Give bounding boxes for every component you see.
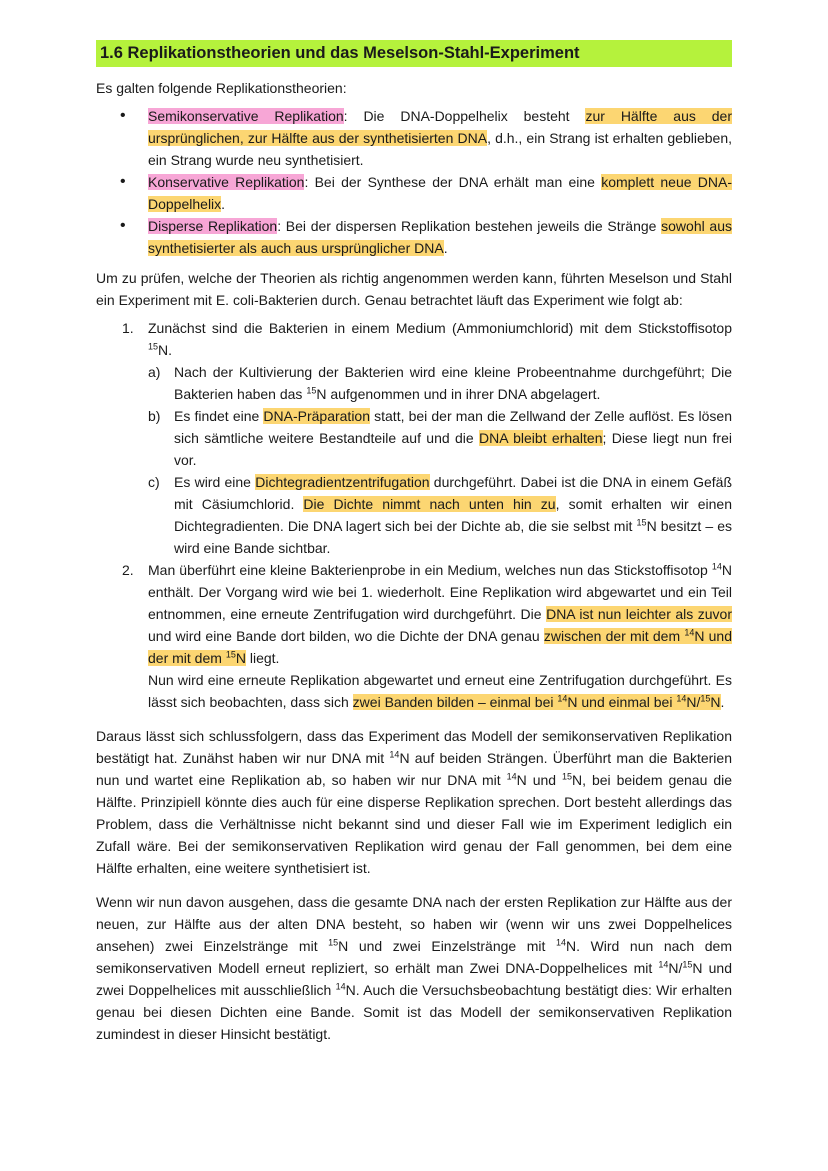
experiment-intro: Um zu prüfen, welche der Theorien als richtig angenommen werden kann, führten Meselson und Stahl ein Experiment mit E. coli-Bakterien durch. Genau betrachtet läuft das Experiment wie folgt ab: — [96, 270, 732, 308]
highlight: komplett neue DNA-Doppelhelix — [148, 174, 732, 212]
highlight: DNA-Präparation — [263, 408, 371, 424]
substep-c: c) Es wird eine Dichtegradientzentrifugation durchgeführt. Dabei ist die DNA in einem Gefäß mit Cäsiumchlorid. Die Dichte nimmt nach unten hin zu, somit erhalten wir einen Dichtegradienten. Die DNA lagert sich bei der Dichte ab, die sie selbst mit $^{15}$N besitzt – es wird eine Bande sichtbar. — [148, 474, 732, 556]
step-number: 2. — [122, 562, 134, 578]
step-1: 1. Zunächst sind die Bakterien in einem Medium (Ammoniumchlorid) mit dem Stickstoffisotop $^{15}$N. a) Nach der Kultivierung der Bakterien wird eine kleine Probeentnahme durchgeführt; Die Bakterien haben das $^{15}$N aufgenommen und in ihrer DNA abgelagert. b) Es findet eine DNA-Präparation statt, bei der man die Zellwand der Zelle auflöst. Es lösen sich sämtliche weitere Bestandteile auf und die DNA bleibt erhalten; Diese liegt nun frei vor. c) Es wird eine Dichtegradientzentrifugation durchgeführt. Dabei ist die DNA in einem Gefäß mit Cäsiumchlorid. Die Dichte nimmt nach unten hin zu, somit erhalten wir einen Dichtegradienten. Die DNA lagert sich bei der Dichte ab, die sie selbst mit $^{15}$N besitzt – es wird eine Bande sichtbar. — [148, 317, 732, 559]
highlight: zur Hälfte aus der ursprünglichen, zur Hälfte aus der synthetisierten DNA — [148, 108, 732, 146]
theory-dispers: • Disperse Replikation: Bei der dispersen Replikation bestehen jeweils die Stränge sowohl aus synthetisierter als auch aus ursprünglicher DNA. — [148, 215, 732, 259]
theory-semikonservativ: • Semikonservative Replikation: Die DNA-Doppelhelix besteht zur Hälfte aus der ursprünglichen, zur Hälfte aus der synthetisierten DNA, d.h., ein Strang ist erhalten geblieben, ein Strang wurde neu synthetisiert. — [148, 105, 732, 171]
document-page — [96, 40, 732, 1045]
substep-a: a) Nach der Kultivierung der Bakterien wird eine kleine Probeentnahme durchgeführt; Die Bakterien haben das $^{15}$N aufgenommen und in ihrer DNA abgelagert. — [148, 364, 732, 402]
intro-text: Es galten folgende Replikationstheorien: — [96, 80, 347, 96]
step-1-substeps — [148, 361, 732, 559]
highlight: sowohl aus synthetisierter als auch aus ursprünglicher DNA — [148, 218, 732, 256]
experiment-steps — [96, 317, 732, 713]
conclusion-paragraph-1: Daraus lässt sich schlussfolgern, dass das Experiment das Modell der semikonservativen Replikation bestätigt hat. Zunähst haben wir nur DNA mit $^{14}$N auf beiden Strängen. Überführt man die Bakterien nun und wartet eine Replikation ab, so haben wir nur DNA mit $^{14}$N und $^{15}$N, bei beidem genau die Hälfte. Prinzipiell könnte dies auch für eine disperse Replikation sprechen. Dort besteht allerdings das Problem, dass die Verhältnisse nicht bekannt sind und dieser Fall wie im Experiment lediglich ein Zufall wäre. Bei der semikonservativen Replikation wird genau der Fall genommen, bei dem eine Hälfte erhalten, eine weitere synthetisiert ist. — [96, 728, 732, 876]
highlight: zwei Banden bilden – einmal bei $^{14}$N und einmal bei $^{14}$N/$^{15}$N — [352, 693, 721, 710]
section-heading: 1.6 Replikationstheorien und das Meselson-Stahl-Experiment — [96, 40, 732, 67]
highlight: Dichtegradientzentrifugation — [255, 474, 430, 490]
theory-name: Disperse Replikation — [148, 218, 278, 234]
highlight: zwischen der mit dem $^{14}$N und der mit dem $^{15}$N — [148, 627, 732, 666]
theory-name: Konservative Replikation — [148, 174, 305, 190]
step-2: 2. Man überführt eine kleine Bakterienprobe in ein Medium, welches nun das Stickstoffisotop $^{14}$N enthält. Der Vorgang wird wie bei 1. wiederholt. Eine Replikation wird abgewartet und ein Teil entnommen, eine erneute Zentrifugation wird durchgeführt. Die DNA ist nun leichter als zuvor und wird eine Bande dort bilden, wo die Dichte der DNA genau zwischen der mit dem $^{14}$N und der mit dem $^{15}$N liegt. Nun wird eine erneute Replikation abgewartet und erneut eine Zentrifugation durchgeführt. Es lässt sich beobachten, dass sich zwei Banden bilden – einmal bei $^{14}$N und einmal bei $^{14}$N/$^{15}$N. — [148, 559, 732, 713]
theory-name: Semikonservative Replikation — [148, 108, 344, 124]
substep-b: b) Es findet eine DNA-Präparation statt, bei der man die Zellwand der Zelle auflöst. Es lösen sich sämtliche weitere Bestandteile auf und die DNA bleibt erhalten; Diese liegt nun frei vor. — [148, 408, 732, 468]
highlight: DNA bleibt erhalten — [479, 430, 603, 446]
theories-list — [96, 105, 732, 259]
highlight: DNA ist nun leichter als zuvor — [546, 606, 732, 622]
highlight: Die Dichte nimmt nach unten hin zu — [303, 496, 556, 512]
conclusion-paragraph-2: Wenn wir nun davon ausgehen, dass die gesamte DNA nach der ersten Replikation zur Hälfte aus der neuen, zur Hälfte aus der alten DNA besteht, so haben wir (wenn wir uns zwei Doppelhelices ansehen) zwei Einzelstränge mit $^{15}$N und zwei Einzelstränge mit $^{14}$N. Wird nun nach dem semikonservativen Modell erneut repliziert, so erhält man Zwei DNA-Doppelhelices mit $^{14}$N/$^{15}$N und zwei Doppelhelices mit ausschließlich $^{14}$N. Auch die Versuchsbeobachtung bestätigt dies: Wir erhalten genau bei diesen Dichten eine Bande. Somit ist das Modell der semikonservativen Replikation zumindest in dieser Hinsicht bestätigt. — [96, 894, 733, 1042]
theory-konservativ: • Konservative Replikation: Bei der Synthese der DNA erhält man eine komplett neue DNA-Doppelhelix. — [148, 171, 732, 215]
step-number: 1. — [122, 320, 134, 336]
